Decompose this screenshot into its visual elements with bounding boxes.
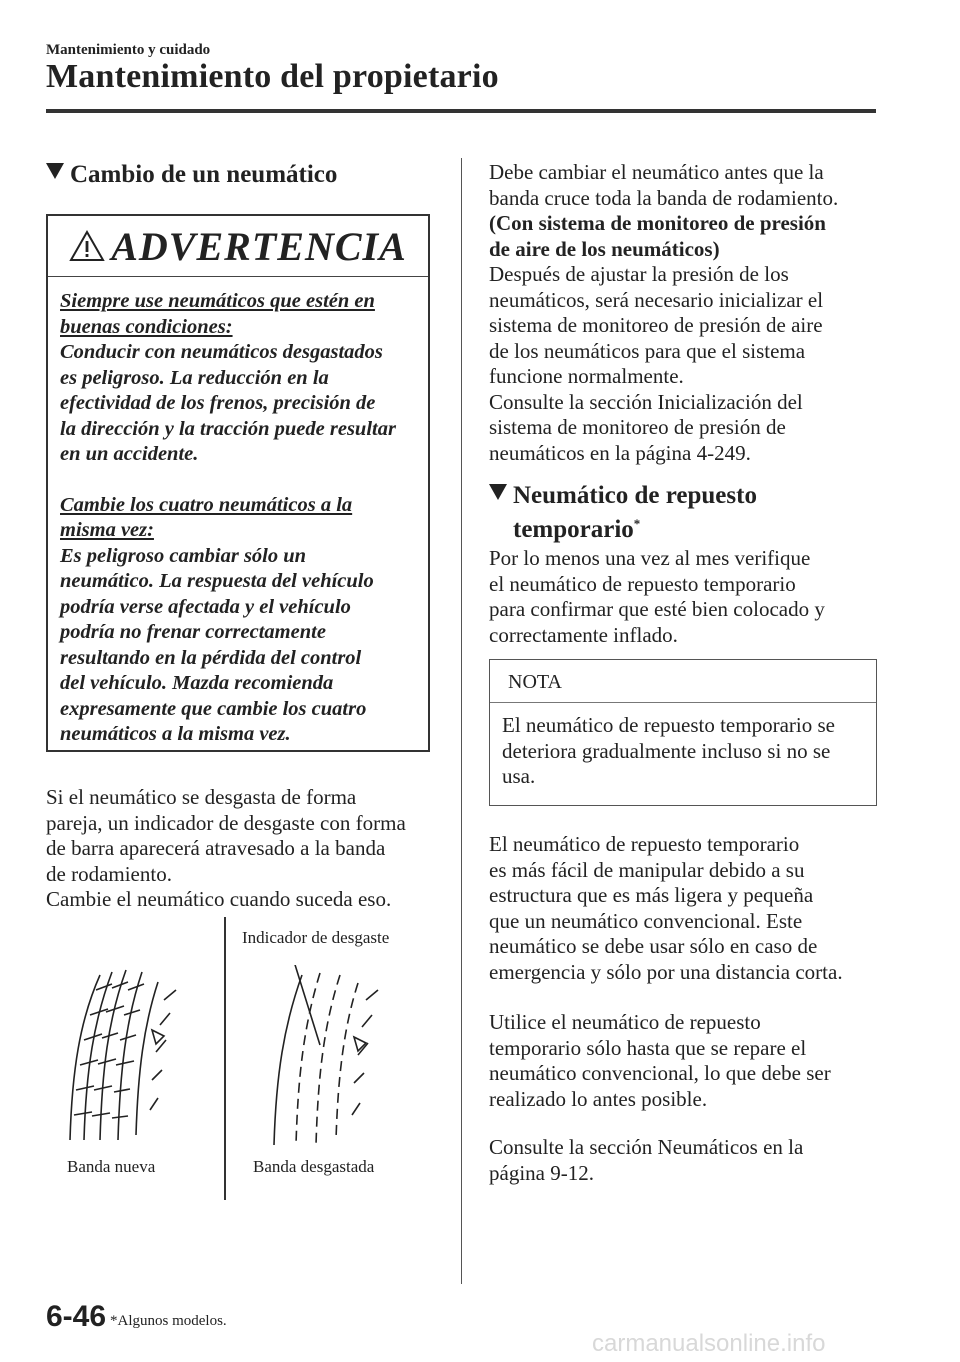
triangle-bullet-icon xyxy=(46,163,64,179)
footnote-mark: * xyxy=(633,516,641,531)
figure-divider xyxy=(224,917,226,1200)
triangle-bullet-icon xyxy=(489,484,507,500)
warning-text-1: Conducir con neumáticos desgastados es peligroso. La reducción en la efectividad de los frenos, precisión de la dirección y la tracción puede resultar en un accidente. xyxy=(60,341,396,465)
section-label: Mantenimiento y cuidado xyxy=(46,42,211,58)
warning-block-1 xyxy=(60,289,416,468)
warning-box xyxy=(46,214,430,752)
page-title: Mantenimiento del propietario xyxy=(46,58,499,95)
warning-title: ADVERTENCIA xyxy=(111,223,407,269)
spare-use-paragraph: Utilice el neumático de repuesto temporario sólo hasta que se repare el neumático convencional, lo que debe ser realizado lo antes posible. xyxy=(489,1010,831,1111)
section-heading-spare xyxy=(489,482,757,544)
new-tread-label: Banda nueva xyxy=(67,1157,156,1176)
warning-body xyxy=(48,277,428,748)
spare-check-paragraph: Por lo menos una vez al mes verifique el neumático de repuesto temporario para confirmar que esté bien colocado y correctamente inflado. xyxy=(489,546,825,647)
wear-indicator-paragraph: Si el neumático se desgasta de forma pareja, un indicador de desgaste con forma de barra aparecerá atravesado a la banda de rodamiento. Cambie el neumático cuando suceda eso. xyxy=(46,785,406,911)
note-text: El neumático de repuesto temporario se deteriora gradualmente incluso si no se usa. xyxy=(502,713,835,788)
footnote: *Algunos modelos. xyxy=(110,1313,227,1329)
tpms-paragraph: Después de ajustar la presión de los neumáticos, será necesario inicializar el sistema de monitoreo de presión de aire de los neumáticos para que el sistema funcione normalmente. Consulte la sección Inicialización del sistema de monitoreo de presión de neumáticos en la página 4-249. xyxy=(489,262,824,465)
note-box xyxy=(489,659,877,806)
column-divider xyxy=(461,158,462,1284)
page-number: 6-46 xyxy=(46,1300,107,1333)
new-tread-illustration xyxy=(60,960,190,1150)
warning-subtitle-1: Siempre use neumáticos que estén en buenas condiciones: xyxy=(60,290,375,338)
change-before-paragraph: Debe cambiar el neumático antes que la banda cruce toda la banda de rodamiento. xyxy=(489,160,839,210)
warning-block-2 xyxy=(60,493,416,748)
section-heading-tire-change xyxy=(46,160,337,190)
section-heading-spare-line2: temporario xyxy=(513,516,634,544)
spare-easy-paragraph: El neumático de repuesto temporario es más fácil de manipular debido a su estructura que es más ligera y pequeña que un neumático convencional. Este neumático se debe usar sólo en caso de emergencia y sólo por una distancia corta. xyxy=(489,832,843,984)
section-heading-spare-line1: Neumático de repuesto xyxy=(513,482,757,509)
warning-subtitle-2: Cambie los cuatro neumáticos a la misma vez: xyxy=(60,493,353,541)
wear-indicator-label: Indicador de desgaste xyxy=(242,928,390,947)
warning-header xyxy=(48,216,428,277)
note-title: NOTA xyxy=(490,660,876,703)
warning-text-2: Es peligroso cambiar sólo un neumático. La respuesta del vehículo podría verse afectada y el vehículo podría no frenar correctamente resultando en la pérdida del control del vehículo. Mazda recomienda expresamente que cambie los cuatro neumáticos a la misma vez. xyxy=(60,544,374,745)
header-rule xyxy=(46,109,876,113)
tpms-heading: (Con sistema de monitoreo de presión de aire de los neumáticos) xyxy=(489,211,826,261)
watermark-site: carmanualsonline.info xyxy=(592,1330,826,1357)
tires-reference-paragraph: Consulte la sección Neumáticos en la página 9-12. xyxy=(489,1135,804,1185)
section-heading-text: Cambio de un neumático xyxy=(70,161,338,188)
warning-triangle-icon xyxy=(69,230,105,262)
worn-tread-label: Banda desgastada xyxy=(253,1157,375,1176)
worn-tread-illustration xyxy=(262,965,392,1155)
